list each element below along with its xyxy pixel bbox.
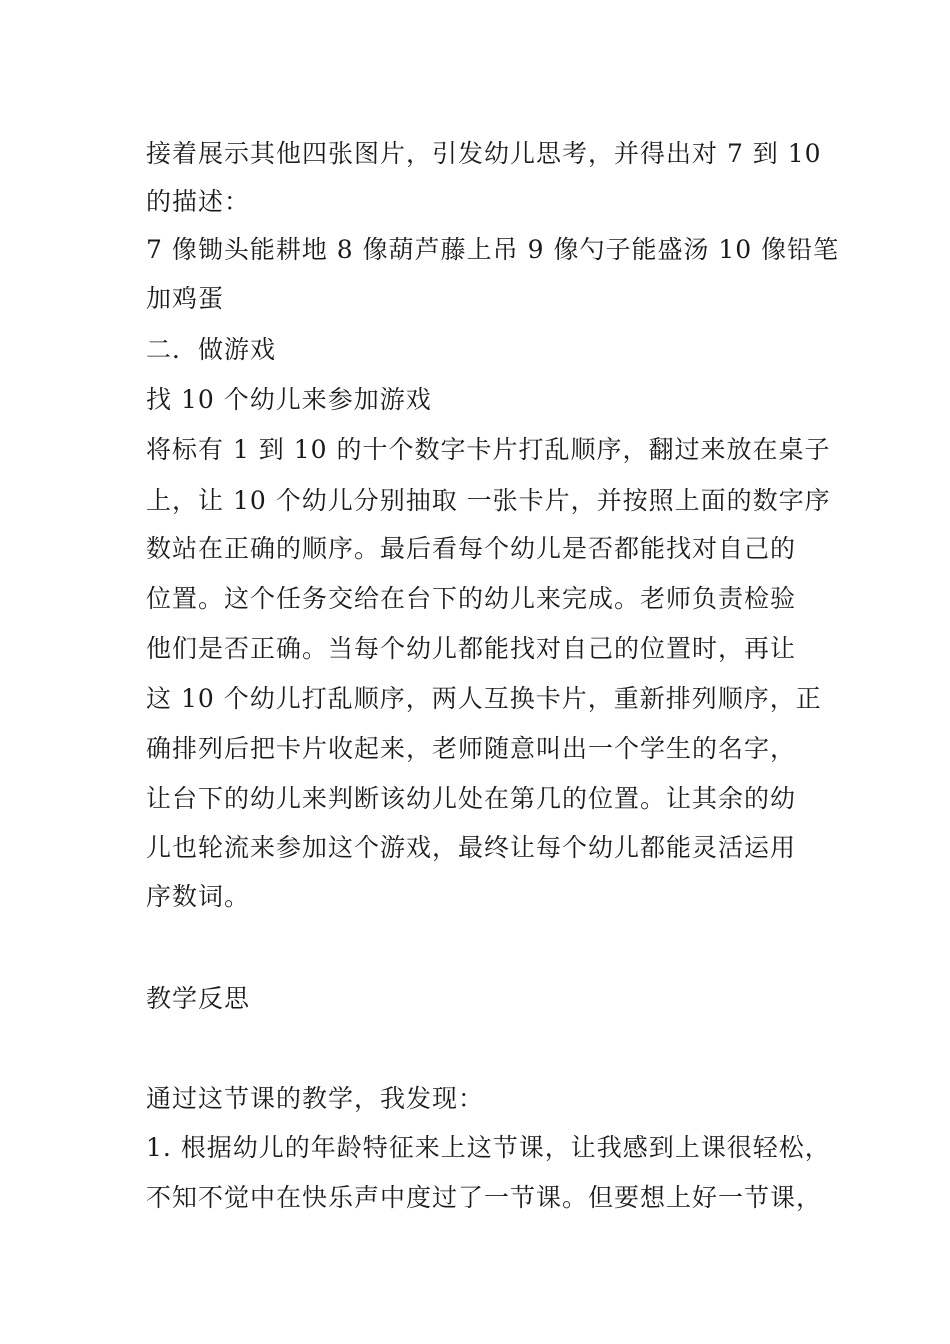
paragraph-line: 确排列后把卡片收起来，老师随意叫出一个学生的名字， [146,734,797,763]
paragraph-line: 的描述： [146,187,251,216]
paragraph-line: 找 10 个幼儿来参加游戏 [146,385,432,414]
paragraph-line: 儿也轮流来参加这个游戏，最终让每个幼儿都能灵活运用 [146,833,797,862]
paragraph-line: 通过这节课的教学，我发现： [146,1084,485,1113]
paragraph-line: 接着展示其他四张图片，引发幼儿思考，并得出对 7 到 10 [146,139,822,168]
paragraph-line: 数站在正确的顺序。最后看每个幼儿是否都能找对自己的 [146,534,797,563]
paragraph-line: 这 10 个幼儿打乱顺序，两人互换卡片，重新排列顺序，正 [146,684,822,713]
paragraph-line: 7 像锄头能耕地 8 像葫芦藤上吊 9 像勺子能盛汤 10 像铅笔 [146,235,840,264]
paragraph-line: 让台下的幼儿来判断该幼儿处在第几的位置。让其余的幼 [146,784,797,813]
paragraph-line: 序数词。 [146,882,251,911]
paragraph-line: 上，让 10 个幼儿分别抽取 一张卡片，并按照上面的数字序 [146,486,831,515]
section-heading: 教学反思 [146,984,251,1013]
paragraph-line: 将标有 1 到 10 的十个数字卡片打乱顺序，翻过来放在桌子 [146,435,831,464]
paragraph-line: 位置。这个任务交给在台下的幼儿来完成。老师负责检验 [146,584,797,613]
paragraph-line: 不知不觉中在快乐声中度过了一节课。但要想上好一节课， [146,1183,823,1212]
paragraph-line: 1. 根据幼儿的年龄特征来上这节课，让我感到上课很轻松， [146,1133,831,1162]
paragraph-line: 加鸡蛋 [146,284,225,313]
section-heading: 二．做游戏 [146,335,277,364]
paragraph-line: 他们是否正确。当每个幼儿都能找对自己的位置时，再让 [146,634,797,663]
